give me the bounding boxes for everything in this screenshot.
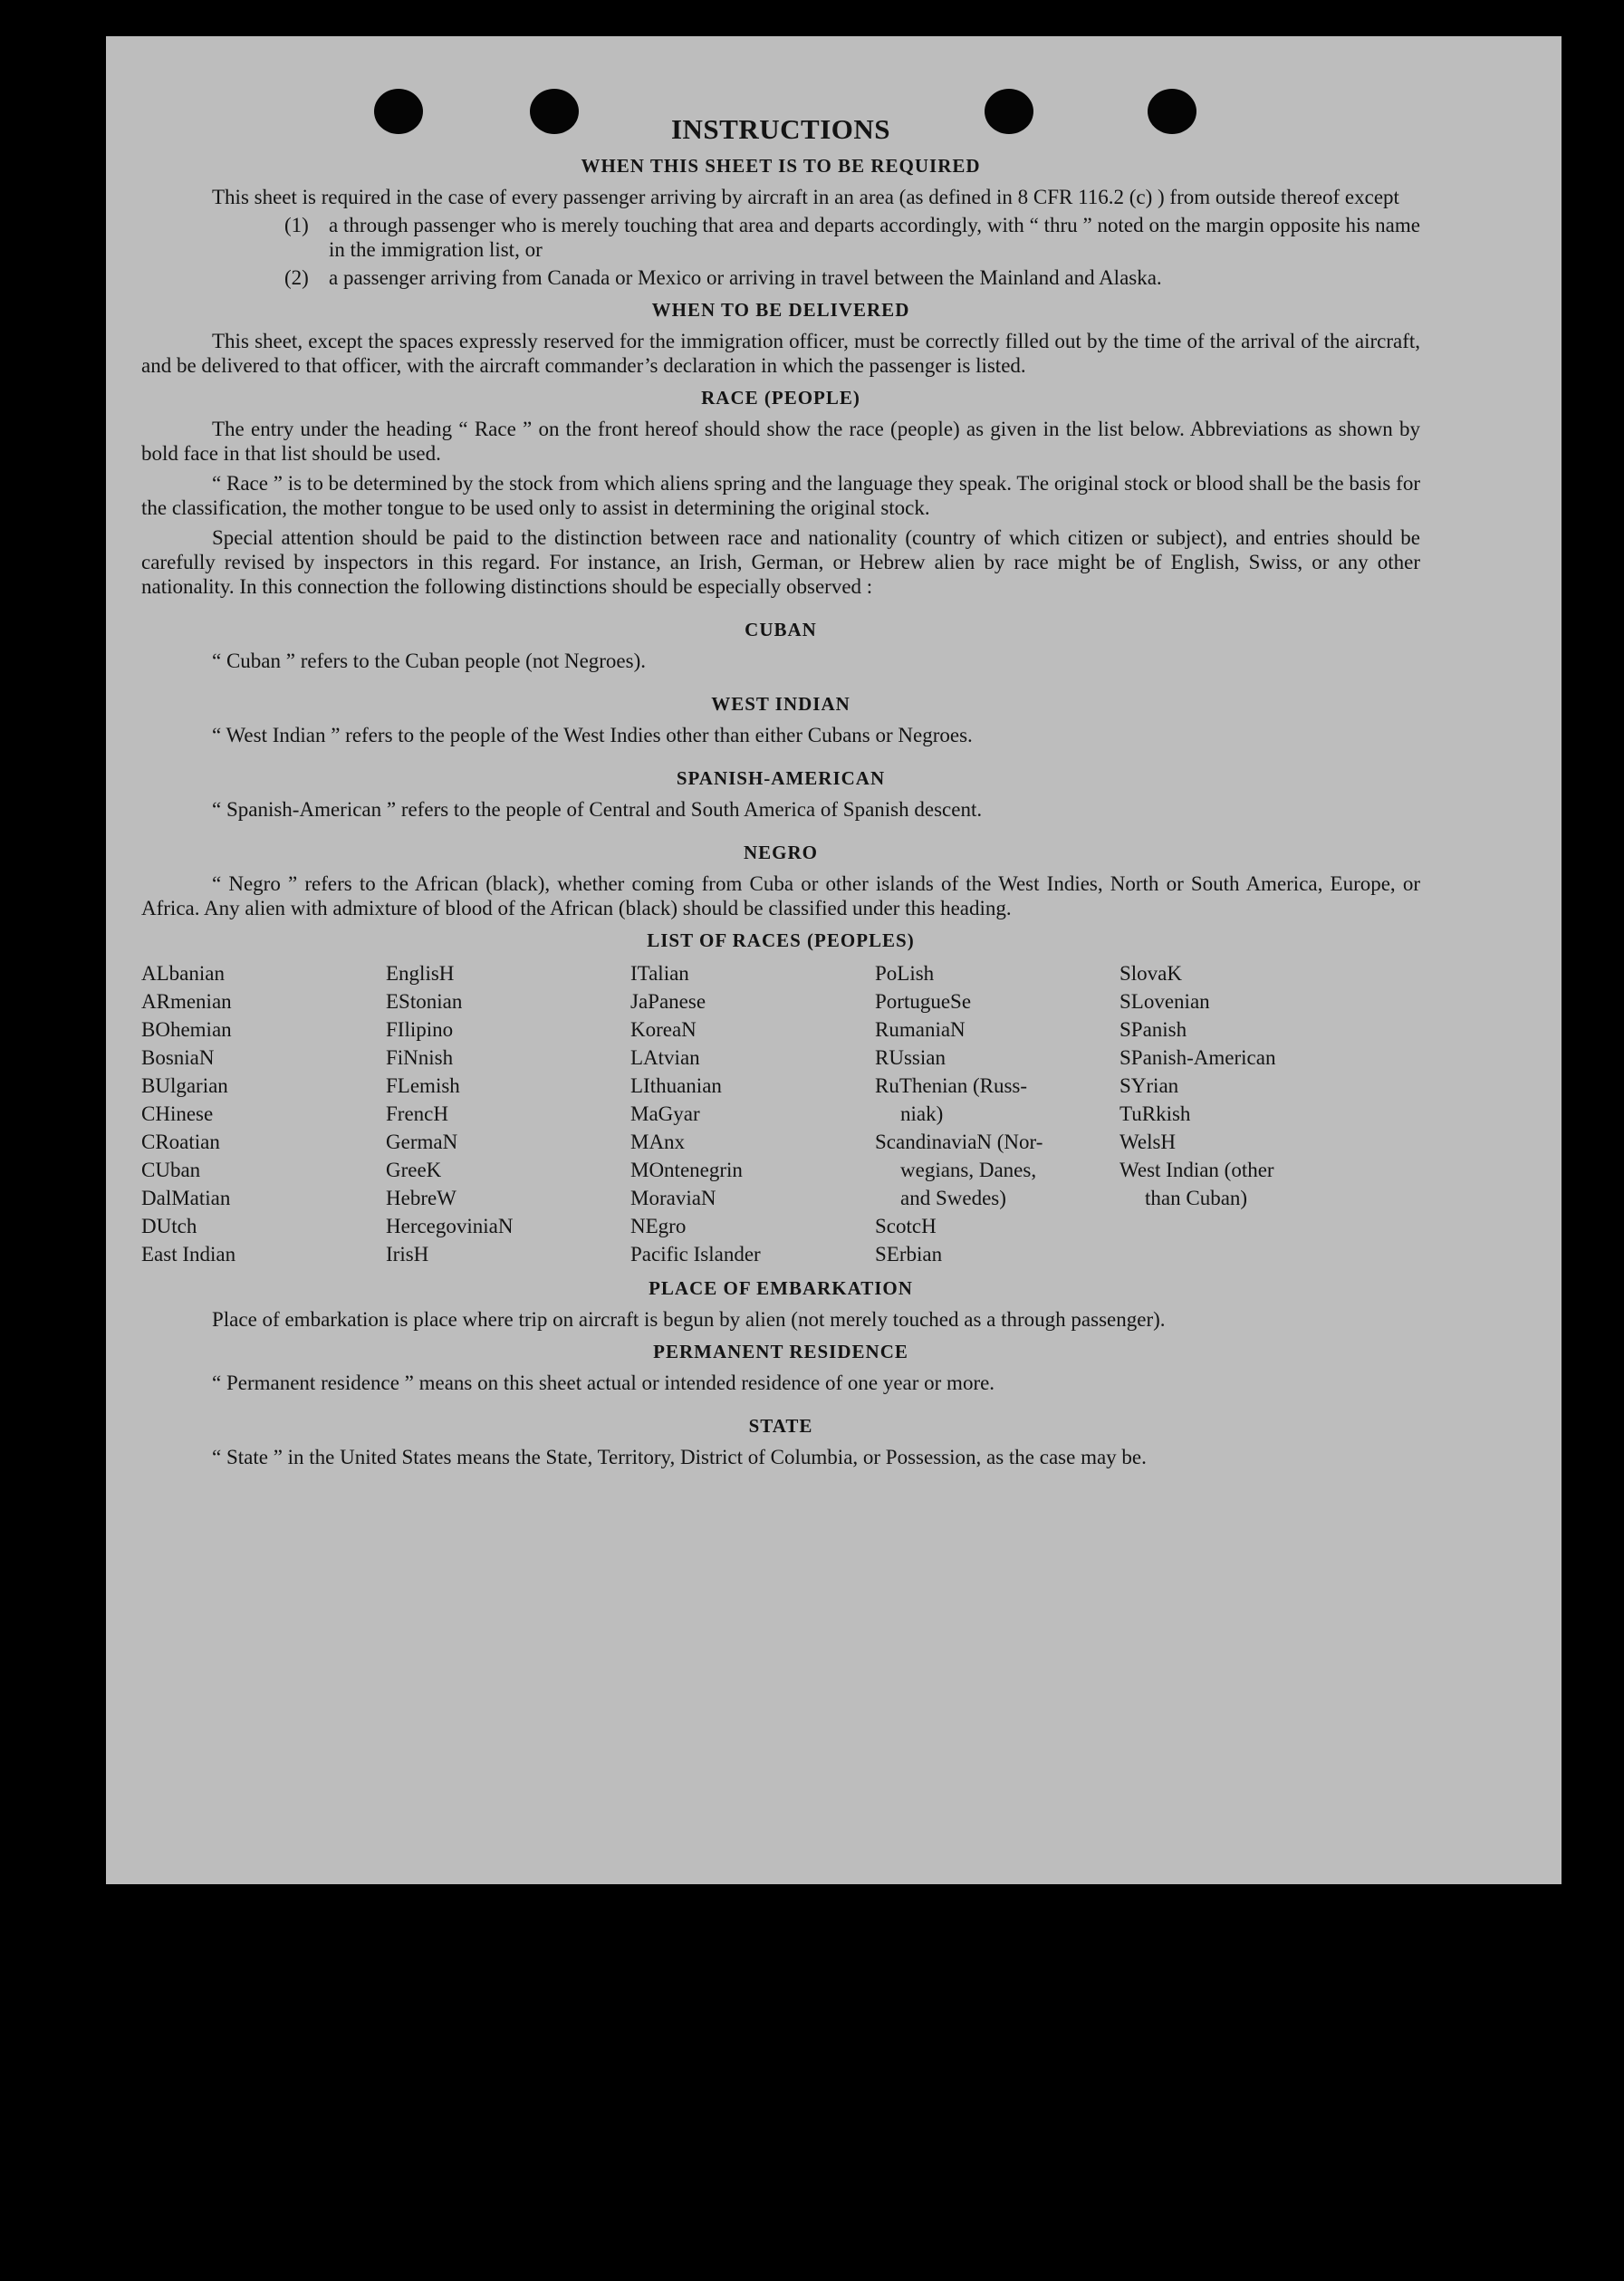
heading-permanent-residence: PERMANENT RESIDENCE (653, 1341, 908, 1362)
race-entry: SPanish-American (1120, 1046, 1276, 1069)
heading-cuban: CUBAN (745, 619, 817, 640)
spanish-american-text: “ Spanish-American ” refers to the people of Central and South America of Spanish descent. (212, 798, 983, 821)
races-column (141, 959, 386, 1268)
race-entry: ITalian (630, 962, 689, 985)
heading-west-indian: WEST INDIAN (711, 693, 850, 715)
instructions-content (141, 113, 1420, 1469)
race-entry: EnglisH (386, 962, 455, 985)
page-title: INSTRUCTIONS (670, 113, 890, 145)
cuban-text: “ Cuban ” refers to the Cuban people (not Negroes). (212, 650, 647, 672)
race-entry: FrencH (386, 1102, 448, 1125)
race-entry: LAtvian (630, 1046, 700, 1069)
race-entry: JaPanese (630, 990, 706, 1013)
race-entry: SLovenian (1120, 990, 1210, 1013)
race-entry: FIlipino (386, 1018, 454, 1041)
heading-spanish-american: SPANISH-AMERICAN (676, 767, 886, 789)
race-entry: NEgro (630, 1215, 687, 1237)
race-entry: DUtch (141, 1215, 197, 1237)
race-entry: CRoatian (141, 1131, 220, 1153)
race-entry: LIthuanian (630, 1074, 722, 1097)
heading-negro: NEGRO (743, 842, 818, 863)
race-entry: GreeK (386, 1159, 442, 1181)
race-entry-continued: than Cuban) (1145, 1187, 1248, 1209)
race-entry: RUssian (875, 1046, 946, 1069)
race-entry: RumaniaN (875, 1018, 966, 1041)
heading-embarkation: PLACE OF EMBARKATION (649, 1277, 913, 1299)
heading-race: RACE (PEOPLE) (701, 387, 860, 409)
race-entry: MAnx (630, 1131, 686, 1153)
races-list (141, 959, 1420, 1268)
races-column (630, 959, 875, 1268)
races-column (1120, 959, 1364, 1268)
exception-item: (1) a through passenger who is merely touching that area and departs accordingly, with “ thru ” noted on the margin opposite his name in the immigration list, or (284, 214, 1420, 261)
race-entry: MoraviaN (630, 1187, 716, 1209)
embarkation-text: Place of embarkation is place where trip on aircraft is begun by alien (not merely touched as a through passenger). (212, 1308, 1166, 1331)
race-entry: CUban (141, 1159, 201, 1181)
when-required-intro: This sheet is required in the case of every passenger arriving by aircraft in an area (as defined in 8 CFR 116.2 (c) ) from outside thereof except (212, 186, 1399, 208)
west-indian-text: “ West Indian ” refers to the people of the West Indies other than either Cubans or Negroes. (212, 724, 973, 746)
race-entry: IrisH (386, 1243, 429, 1266)
race-entry-continued: and Swedes) (900, 1187, 1006, 1209)
race-entry: HercegoviniaN (386, 1215, 514, 1237)
races-column (875, 959, 1120, 1268)
race-entry: SErbian (875, 1243, 943, 1266)
races-column (386, 959, 630, 1268)
race-entry: PortugueSe (875, 990, 972, 1013)
race-entry: ALbanian (141, 962, 225, 985)
heading-when-delivered: WHEN TO BE DELIVERED (651, 299, 910, 321)
race-entry: BOhemian (141, 1018, 232, 1041)
race-entry: ARmenian (141, 990, 232, 1013)
race-entry: KoreaN (630, 1018, 697, 1041)
race-entry-continued: wegians, Danes, (900, 1159, 1037, 1181)
race-entry: TuRkish (1120, 1102, 1191, 1125)
race-entry: ScotcH (875, 1215, 937, 1237)
race-entry: SPanish (1120, 1018, 1187, 1041)
race-entry: CHinese (141, 1102, 214, 1125)
race-entry: FLemish (386, 1074, 460, 1097)
race-entry: MOntenegrin (630, 1159, 743, 1181)
heading-when-required: WHEN THIS SHEET IS TO BE REQUIRED (581, 155, 981, 177)
exception-item: (2) a passenger arriving from Canada or Mexico or arriving in travel between the Mainland and Alaska. (284, 266, 1162, 289)
race-entry: PoLish (875, 962, 935, 985)
race-entry: WelsH (1120, 1131, 1177, 1153)
race-entry: FiNnish (386, 1046, 454, 1069)
race-entry: SlovaK (1120, 962, 1182, 985)
race-entry: HebreW (386, 1187, 456, 1209)
race-entry: RuThenian (Russ- (875, 1074, 1028, 1097)
negro-text: “ Negro ” refers to the African (black), whether coming from Cuba or other islands of the West Indies, North or South America, Europe, or Africa. Any alien with admixture of blood of the African (black) should be classified under this heading. (141, 872, 1420, 919)
race-paragraph-3: Special attention should be paid to the distinction between race and nationality (country of which citizen or subject), and entries should be carefully revised by inspectors in this regard. For instance, an Irish, German, or Hebrew alien by race might be of English, Swiss, or any other nationality. In this connection the following distinctions should be especially observed : (141, 526, 1420, 598)
when-delivered-text: This sheet, except the spaces expressly reserved for the immigration officer, must be correctly filled out by the time of the arrival of the aircraft, and be delivered to that officer, with the aircraft commander’s declaration in which the passenger is listed. (141, 330, 1420, 377)
race-entry: DalMatian (141, 1187, 231, 1209)
race-entry: BosniaN (141, 1046, 215, 1069)
race-entry: BUlgarian (141, 1074, 228, 1097)
race-entry: MaGyar (630, 1102, 700, 1125)
race-entry: SYrian (1120, 1074, 1179, 1097)
state-text: “ State ” in the United States means the State, Territory, District of Columbia, or Possession, as the case may be. (212, 1446, 1147, 1468)
race-entry: Pacific Islander (630, 1243, 761, 1266)
race-entry: GermaN (386, 1131, 458, 1153)
race-entry: EStonian (386, 990, 463, 1013)
race-entry: West Indian (other (1120, 1159, 1274, 1181)
permanent-residence-text: “ Permanent residence ” means on this sheet actual or intended residence of one year or more. (212, 1371, 995, 1394)
race-entry: East Indian (141, 1243, 236, 1266)
race-entry: ScandinaviaN (Nor- (875, 1131, 1043, 1153)
heading-list-of-races: LIST OF RACES (PEOPLES) (647, 929, 915, 951)
race-paragraph-1: The entry under the heading “ Race ” on the front hereof should show the race (people) as given in the list below. Abbreviations as shown by bold face in that list should be used. (141, 418, 1420, 465)
heading-state: STATE (748, 1415, 813, 1437)
race-entry-continued: niak) (900, 1102, 944, 1125)
race-paragraph-2: “ Race ” is to be determined by the stock from which aliens spring and the language they speak. The original stock or blood shall be the basis for the classification, the mother tongue to be used only to assist in determining the original stock. (141, 472, 1420, 519)
